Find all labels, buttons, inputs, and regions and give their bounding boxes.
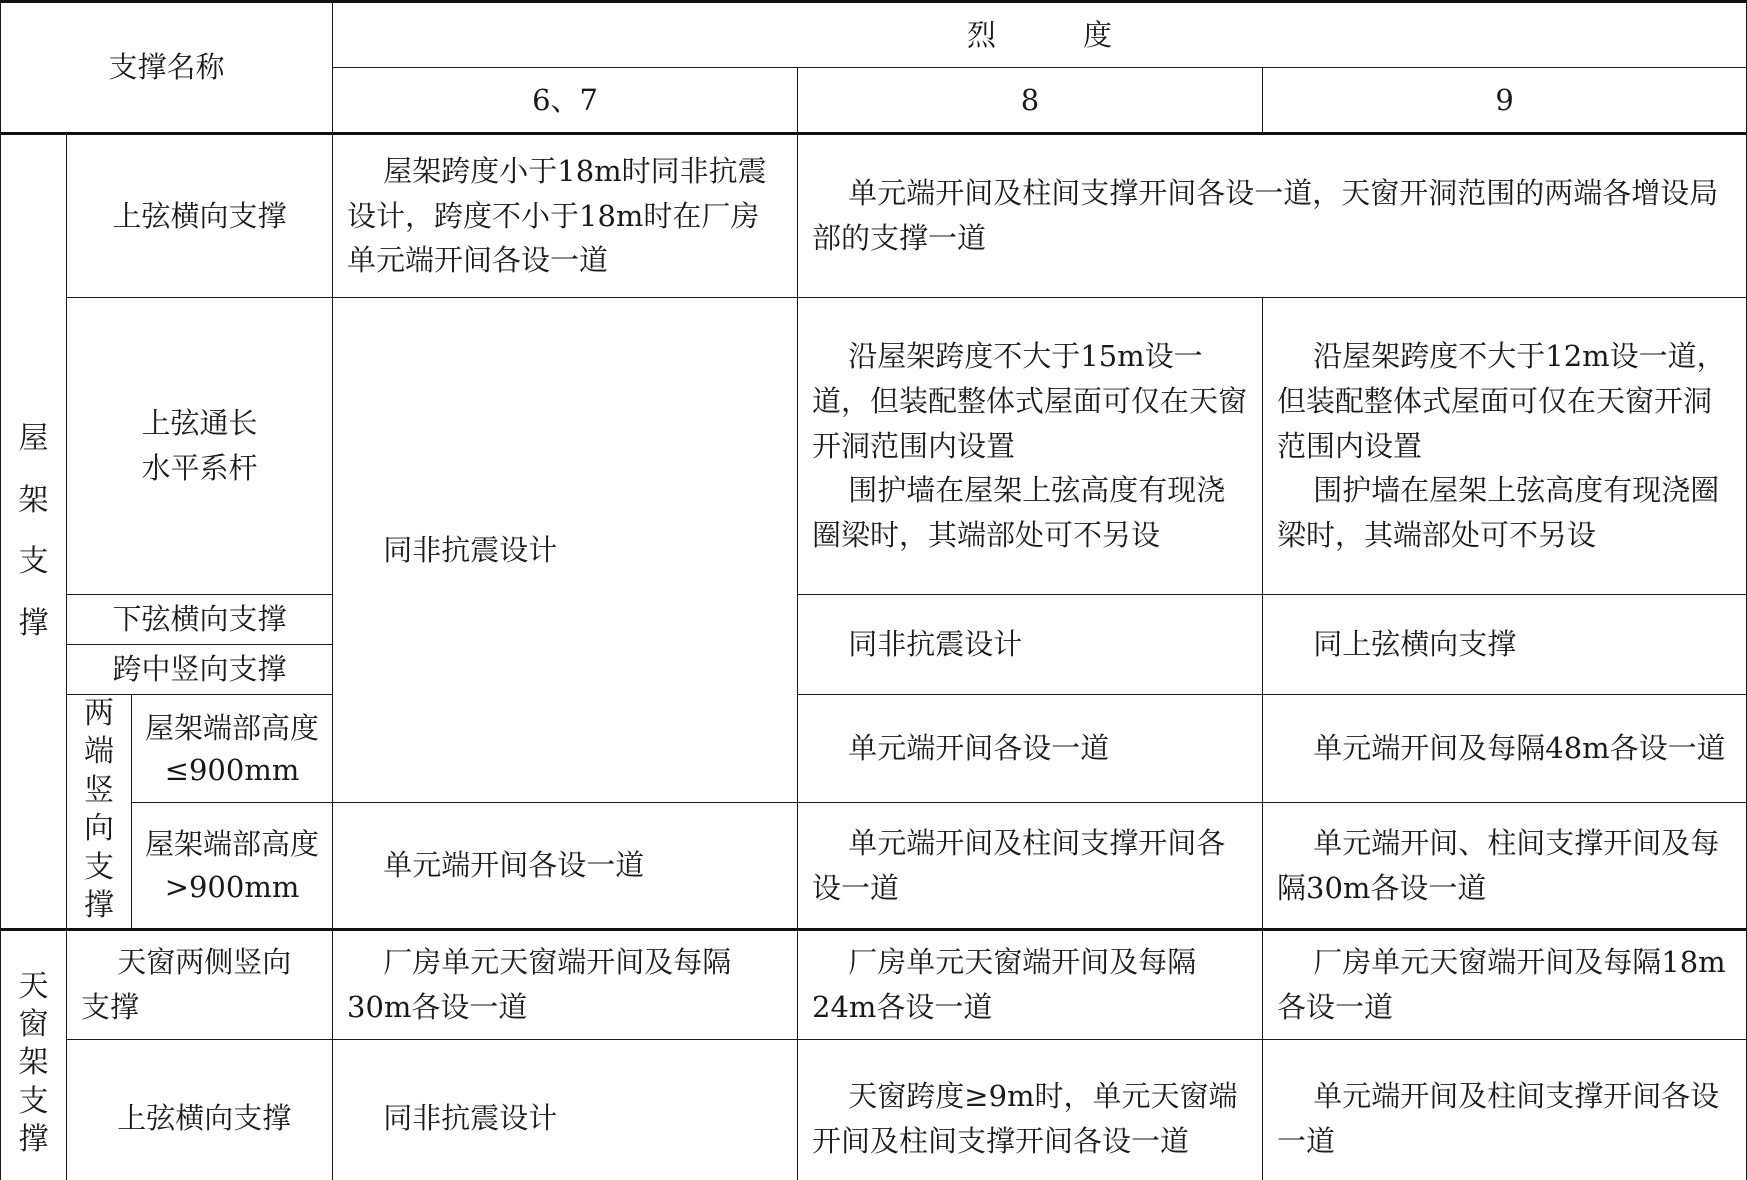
header-level-8: 8: [798, 68, 1263, 134]
row-midspan-vertical-name: 跨中竖向支撑: [67, 645, 333, 695]
row-top-chord-tie-9: 沿屋架跨度不大于12m设一道，但装配整体式屋面可仅在天窗开洞范围内设置 围护墙在屋架上弦高度有现浇圈梁时，其端部处可不另设: [1263, 298, 1747, 595]
row-end-height-le900-9: 单元端开间及每隔48m各设一道: [1263, 695, 1747, 803]
header-level-9: 9: [1263, 68, 1747, 134]
row-skylight-top-chord-name: 上弦横向支撑: [67, 1039, 333, 1180]
row-top-chord-transverse-6-7: 屋架跨度小于18m时同非抗震设计，跨度不小于18m时在厂房单元端开间各设一道: [333, 134, 798, 298]
row-bottom-chord-transverse-8: 同非抗震设计: [798, 595, 1263, 695]
row-bottom-chord-transverse-9: 同上弦横向支撑: [1263, 595, 1747, 695]
row-top-chord-transverse-8-9: 单元端开间及柱间支撑开间各设一道，天窗开洞范围的两端各增设局部的支撑一道: [798, 134, 1747, 298]
group-both-end-vertical-brace: 两端竖向支撑: [67, 695, 132, 930]
header-intensity: 烈 度: [333, 2, 1747, 68]
group-roof-truss-brace: 屋架支撑: [1, 134, 67, 930]
row-skylight-side-vertical-6-7: 厂房单元天窗端开间及每隔30m各设一道: [333, 929, 798, 1039]
row-end-height-le900-name: 屋架端部高度 ≤900mm: [132, 695, 333, 803]
row-end-height-gt900-name: 屋架端部高度 >900mm: [132, 803, 333, 930]
row-end-height-le900-8: 单元端开间各设一道: [798, 695, 1263, 803]
row-top-chord-tie-6-7: 同非抗震设计: [333, 298, 798, 803]
row-top-chord-transverse-name: 上弦横向支撑: [67, 134, 333, 298]
row-end-height-gt900-8: 单元端开间及柱间支撑开间各设一道: [798, 803, 1263, 930]
row-skylight-side-vertical-8: 厂房单元天窗端开间及每隔24m各设一道: [798, 929, 1263, 1039]
row-bottom-chord-transverse-name: 下弦横向支撑: [67, 595, 333, 645]
row-end-height-gt900-9: 单元端开间、柱间支撑开间及每隔30m各设一道: [1263, 803, 1747, 930]
row-skylight-top-chord-6-7: 同非抗震设计: [333, 1039, 798, 1180]
group-skylight-frame-brace: 天窗架支撑: [1, 929, 67, 1180]
row-skylight-top-chord-8: 天窗跨度≥9m时，单元天窗端开间及柱间支撑开间各设一道: [798, 1039, 1263, 1180]
row-skylight-top-chord-9: 单元端开间及柱间支撑开间各设一道: [1263, 1039, 1747, 1180]
row-top-chord-tie-8: 沿屋架跨度不大于15m设一道，但装配整体式屋面可仅在天窗开洞范围内设置 围护墙在屋架上弦高度有现浇圈梁时，其端部处可不另设: [798, 298, 1263, 595]
row-skylight-side-vertical-9: 厂房单元天窗端开间及每隔18m各设一道: [1263, 929, 1747, 1039]
header-level-6-7: 6、7: [333, 68, 798, 134]
row-top-chord-tie-name: 上弦通长 水平系杆: [67, 298, 333, 595]
row-skylight-side-vertical-name: 天窗两侧竖向支撑: [67, 929, 333, 1039]
header-brace-name: 支撑名称: [1, 2, 333, 134]
row-end-height-gt900-6-7: 单元端开间各设一道: [333, 803, 798, 930]
